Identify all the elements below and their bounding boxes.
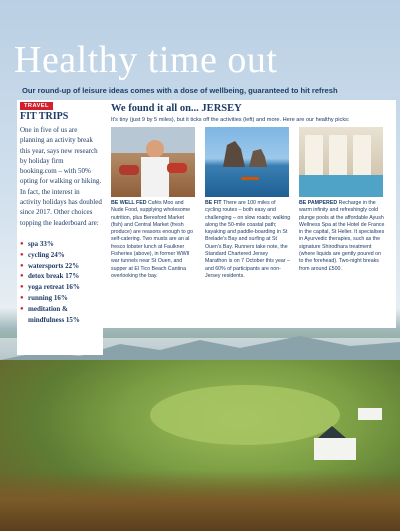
list-item: ● yoga retreat 16% <box>20 282 104 293</box>
small-cottage <box>358 408 382 420</box>
list-item: ● watersports 22% <box>20 261 104 272</box>
column-be-well-fed <box>111 200 197 280</box>
fit-trips-box <box>17 100 103 355</box>
fisherman-illustration <box>111 127 195 197</box>
column-be-fit <box>205 200 291 280</box>
page-title: Healthy time out <box>14 39 278 81</box>
feature-intro: It's tiny (just 9 by 5 miles), but it ticks off the activities (left) and more. Here are our healthy picks: <box>111 117 350 123</box>
list-item: ● cycling 24% <box>20 250 104 261</box>
column-text: There are 100 miles of cycling routes – both easy and challenging – on slow roads; walking along the 50-mile coastal path; kayaking and paddle-boarding in St Brelade's Bay and surfing at St Ouen's Bay. Runners take note, the Standard Chartered Jersey Marathon is on 7 October this year – and 60% of participants are non-Jersey residents. <box>205 200 291 279</box>
page-subtitle: Our round-up of leisure ideas comes with a dose of wellbeing, guaranteed to hit refresh <box>22 86 338 95</box>
column-lead: BE WELL FED <box>111 200 147 206</box>
list-item: ● detox break 17% <box>20 271 104 282</box>
column-lead: BE PAMPERED <box>299 200 338 206</box>
fit-trips-heading: FIT TRIPS <box>20 111 69 122</box>
activity-list <box>20 239 104 325</box>
column-text: Recharge in the warm infinity and refreshingly cold plunge pools at the affordable Ayush Wellness Spa at the Hotel de France in the capital, St Helier. It specialises in Ayurvedic therapies, such as the signature Shirodhara treatment (where liquids are gently poured on to the forehead). Two-night breaks from around £500. <box>299 200 385 272</box>
feature-heading: We found it all on... JERSEY <box>111 103 242 114</box>
jersey-feature-panel <box>103 100 396 328</box>
fit-trips-body: One in five of us are planning an activity break this year, says new research by holiday firm booking.com – with 50% opting for walking or hiking. In fact, the interest in activity holidays has doubled since 2017. Other choices topping the leaderboard are: <box>20 126 102 227</box>
photo-spa-pool <box>299 127 383 197</box>
list-item: ● meditation & mindfulness 15% <box>20 304 104 326</box>
column-lead: BE FIT <box>205 200 222 206</box>
column-be-pampered <box>299 200 385 273</box>
cottage-roof <box>318 426 346 438</box>
white-cottage <box>314 438 356 460</box>
photo-coastal-kayak <box>205 127 289 197</box>
heather-foreground <box>0 470 400 531</box>
travel-tag: TRAVEL <box>20 102 53 110</box>
column-text: Cafés Moo and Nude Food, supplying wholesome nutrition, plus Beresford Market (fish) and Central Market (fresh produce) are reasons enough to go self-catering. Two musts are an al fresco lobster lunch at Faulkner Fisheries (above), in former WWII war tunnels near St Ouen, and supper at El Tico Beach Cantina overlooking the bay. <box>111 200 194 279</box>
golf-fairway <box>150 385 340 445</box>
sea-stack-illustration <box>205 127 289 197</box>
list-item: ● running 16% <box>20 293 104 304</box>
pool-illustration <box>299 127 383 197</box>
photo-fisherman-lobster <box>111 127 195 197</box>
list-item: ● spa 33% <box>20 239 104 250</box>
